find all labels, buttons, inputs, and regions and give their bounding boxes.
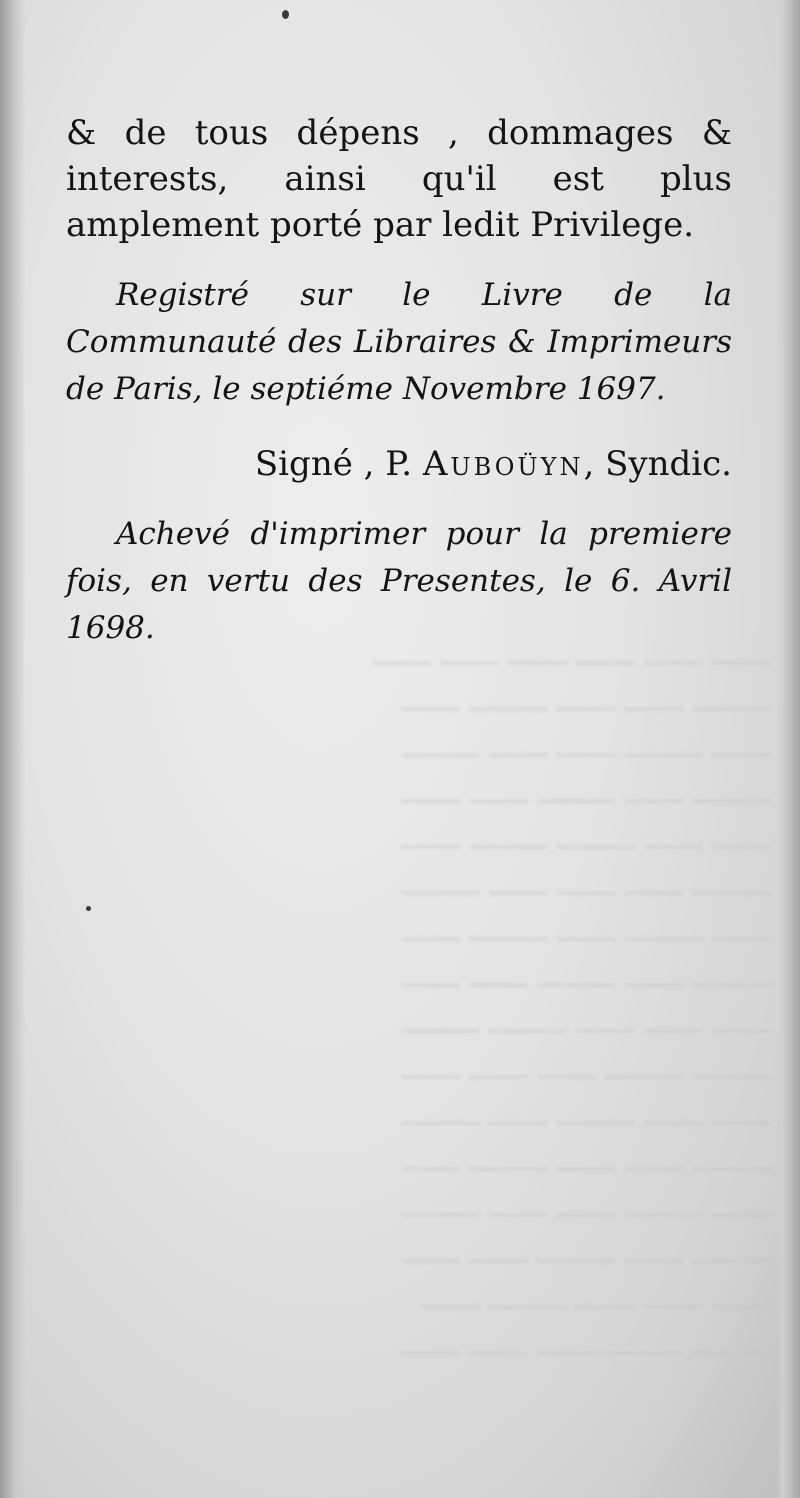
page-right-edge-shadow xyxy=(776,0,800,1498)
syndic-name: Auboüyn xyxy=(422,444,584,484)
ink-spot xyxy=(282,10,289,19)
bleed-through-texture: ─── ─── ─── ─── ─── ─── ──── ─── ─── ──── ─── ─── ──── ─── ─── ──── ──── ─── ──── ─── ─── ─── ─── ──── ──── ─── ──── ─── ─── ─── ──── ─── ──── ─── ──── ─── ──── ─── ──── ─── ─── ─── ─── ─── ──── ──── ──── ──── ─── ─── ─── ─── ─── ──── ─── ──── ──── ─── ─── ──── ─── ─── ──── ─── ─── ──── ──── ─── ──── ─── ─── ─── ─── ─── ──── ─── ──── ──── ─── ─── ─── xyxy=(372,644,770,1372)
privilege-closing-paragraph: & de tous dépens , dommages & interests, ainsi qu'il est plus amplement porté par ledit Privilege. xyxy=(66,113,732,245)
page-text xyxy=(66,110,732,652)
signature-suffix: , Syndic. xyxy=(583,444,732,484)
signature-line xyxy=(66,441,732,487)
page-left-edge-shadow xyxy=(0,0,26,1498)
ink-spot xyxy=(86,906,91,911)
registration-note: Registré sur le Livre de la Communauté des Libraires & Imprimeurs de Paris, le septiéme Novembre 1697. xyxy=(66,277,732,407)
printing-completion-note: Achevé d'imprimer pour la premiere fois, en vertu des Presentes, le 6. Avril 1698. xyxy=(66,516,732,646)
signature-prefix: Signé , P. xyxy=(254,444,413,484)
